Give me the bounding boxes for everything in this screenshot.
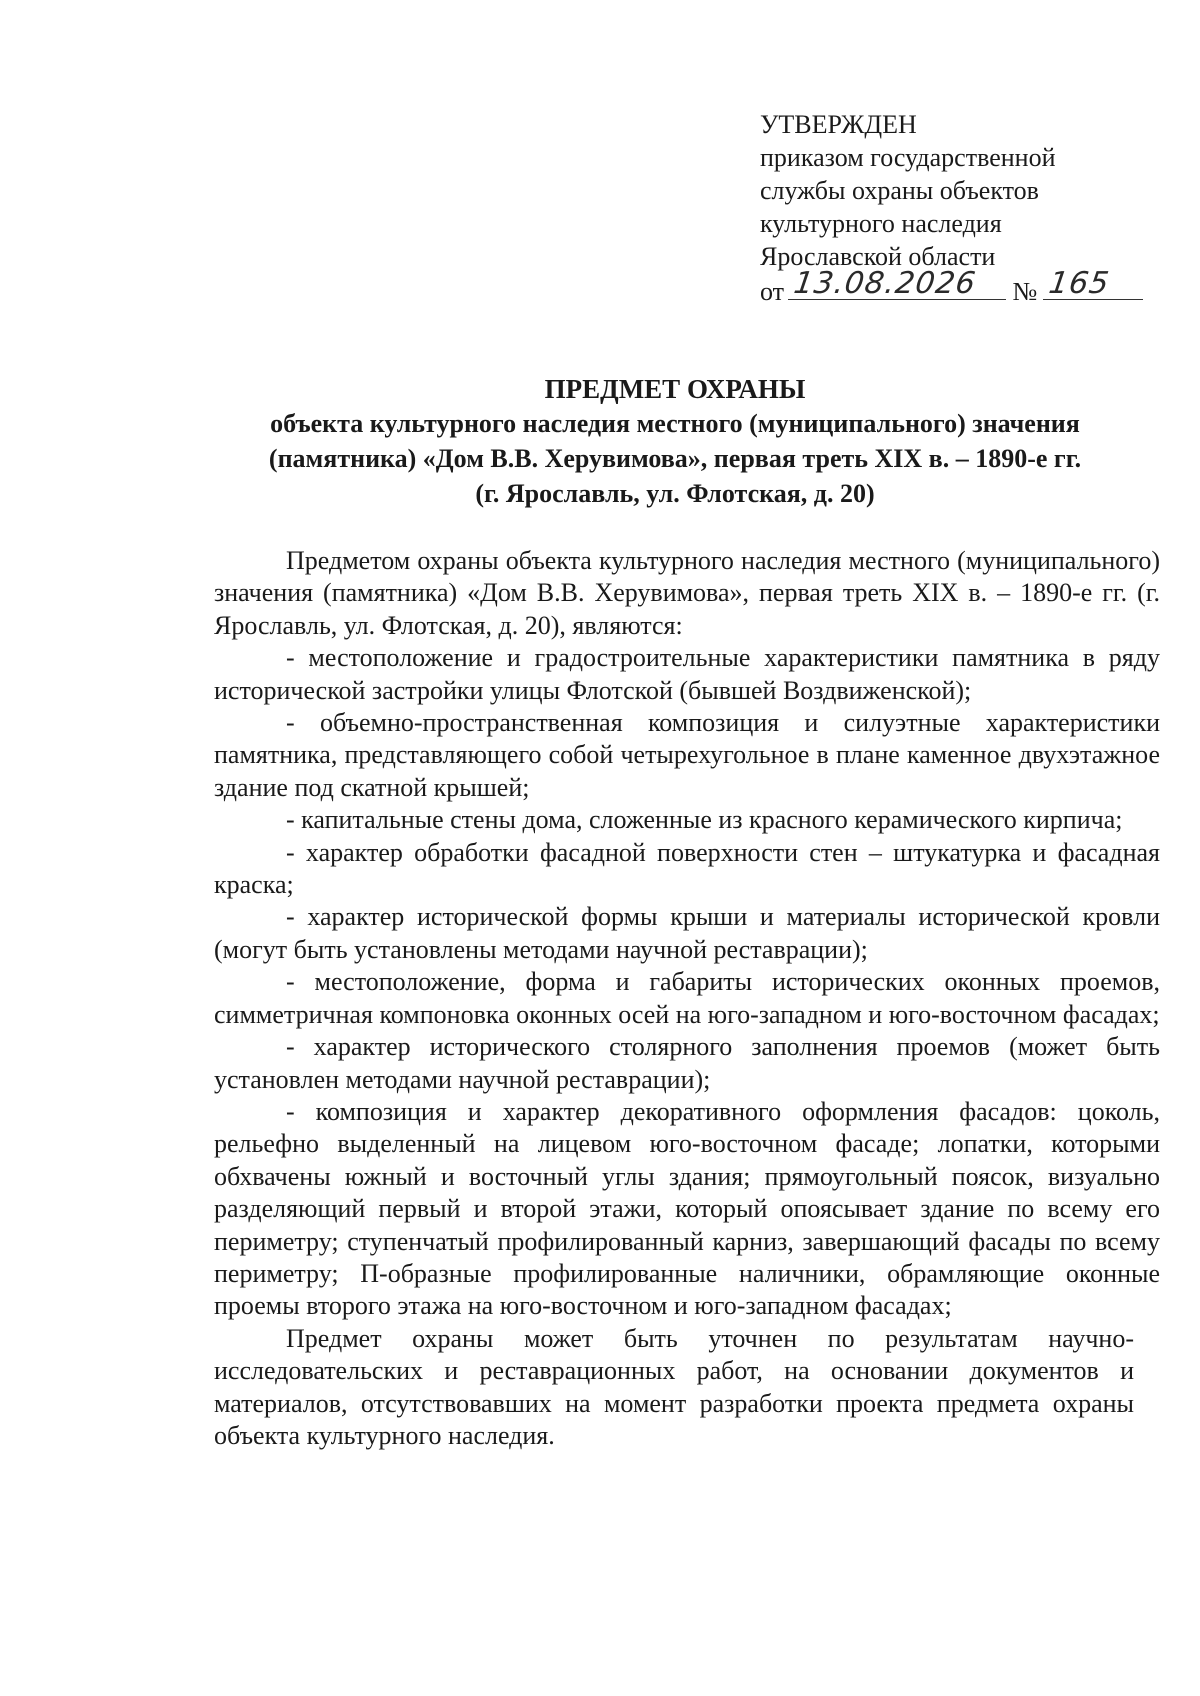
document-title-block <box>190 372 1160 511</box>
approval-stamp-block <box>760 108 1180 308</box>
list-item: - местоположение и градостроительные характеристики памятника в ряду исторической застройки улицы Флотской (бывшей Воздвиженской); <box>214 643 1160 705</box>
document-subtitle: (памятника) «Дом В.В. Херувимова», первая треть XIX в. – 1890-е гг. <box>268 444 1082 473</box>
handwritten-number: 165 <box>1046 266 1113 301</box>
list-item: - объемно-пространственная композиция и силуэтные характеристики памятника, представляющего собой четырехугольное в плане каменное двухэтажное здание под скатной крышей; <box>214 708 1160 802</box>
list-item: - характер обработки фасадной поверхности стен – штукатурка и фасадная краска; <box>214 837 1160 900</box>
list-item: - местоположение, форма и габариты исторических оконных проемов, симметричная компоновка оконных осей на юго-западном и юго-восточном фасадах; <box>214 967 1160 1029</box>
list-item: - композиция и характер декоративного оформления фасадов: цоколь, рельефно выделенный на лицевом юго-восточном фасаде; лопатки, которыми обхвачены южный и восточный углы здания; прямоугольный поясок, визуально разделяющий первый и второй этажи, который опоясывает здание по всему его периметру; ступенчатый профилированный карниз, завершающий фасады по всему периметру; П-образные профилированные наличники, обрамляющие оконные проемы второго этажа на юго-восточном и юго-западном фасадах; <box>214 1096 1160 1321</box>
list-item: - характер исторической формы крыши и материалы исторической кровли (могут быть установлены методами научной реставрации); <box>214 902 1160 964</box>
list-item: - характер исторического столярного заполнения проемов (может быть установлен методами научной реставрации); <box>214 1032 1160 1094</box>
intro-paragraph: Предметом охраны объекта культурного наследия местного (муниципального) значения (памятника) «Дом В.В. Херувимова», первая треть XIX в. – 1890-е гг. (г. Ярославль, ул. Флотская, д. 20), являются: <box>214 546 1160 640</box>
handwritten-date: 13.08.2026 <box>791 266 979 301</box>
document-body <box>214 545 1160 1452</box>
date-field <box>788 266 1006 301</box>
date-prefix: от <box>760 277 785 306</box>
approval-line: культурного наследия <box>760 209 1002 238</box>
approval-date-line <box>760 266 1180 308</box>
approval-line: Ярославской области <box>760 242 996 271</box>
number-field <box>1043 266 1143 301</box>
approval-heading: УТВЕРЖДЕН <box>760 110 917 139</box>
document-subtitle: (г. Ярославль, ул. Флотская, д. 20) <box>475 479 875 508</box>
document-subtitle: объекта культурного наследия местного (муниципального) значения <box>270 409 1080 438</box>
approval-line: службы охраны объектов <box>760 176 1039 205</box>
closing-paragraph: Предмет охраны может быть уточнен по результатам научно-исследовательских и реставрационных работ, на основании документов и материалов, отсутствовавших на момент разработки проекта предмета охраны объекта культурного наследия. <box>214 1323 1134 1450</box>
list-item: - капитальные стены дома, сложенные из красного керамического кирпича; <box>286 805 1123 835</box>
approval-line: приказом государственной <box>760 143 1056 172</box>
number-sign: № <box>1012 277 1038 306</box>
document-title: ПРЕДМЕТ ОХРАНЫ <box>544 374 806 404</box>
